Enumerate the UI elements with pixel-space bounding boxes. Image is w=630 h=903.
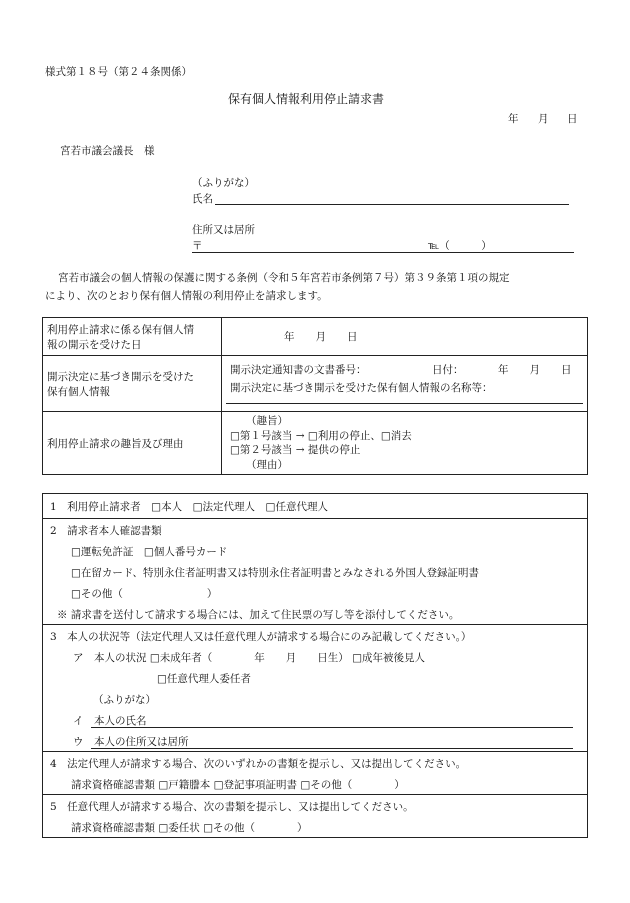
disclosure-date-field[interactable]: [222, 318, 588, 356]
purpose-option-2[interactable]: □第２号該当 → 提供の停止: [230, 444, 361, 456]
disclosed-info-label-2: 保有個人情報: [47, 385, 110, 398]
id-docs-note: ※ 請求書を送付して請求する場合には、加えて住民票の写し等を添付してください。: [57, 609, 460, 621]
purpose-reason-label-cell: [43, 412, 222, 475]
date-year-label: 年: [508, 113, 519, 125]
requester-info-table: [42, 493, 588, 838]
section-1: [43, 494, 588, 519]
purpose-reason-field[interactable]: [222, 412, 588, 475]
notice-doc-number-label: 開示決定通知書の文書番号：: [230, 364, 367, 376]
principal-name-field[interactable]: [91, 727, 573, 728]
id-docs-option-c[interactable]: □その他（ ）: [71, 588, 218, 600]
tel-label: ℡（ ）: [428, 240, 492, 252]
principal-furigana: （ふりがな）: [93, 694, 156, 706]
id-docs-option-a[interactable]: □運転免許証 □個人番号カード: [71, 546, 228, 558]
applicant-address-label: 住所又は居所: [192, 224, 255, 236]
page-title: 保有個人情報利用停止請求書: [228, 92, 385, 106]
disclosure-date-label-2: 報の開示を受けた日: [47, 338, 142, 351]
disclosure-date: 年 月 日: [284, 331, 358, 343]
postal-mark: 〒: [192, 240, 203, 252]
disclosure-date-label-1: 利用停止請求に係る保有個人情: [47, 323, 194, 336]
principal-status-a2[interactable]: □任意代理人委任者: [157, 673, 251, 685]
date-day-label: 日: [567, 113, 578, 125]
disclosed-info-name-label: 開示決定に基づき開示を受けた保有個人情報の名称等：: [230, 382, 493, 394]
applicant-name-label: 氏名: [192, 193, 213, 205]
legal-agent-docs[interactable]: 請求資格確認書類 □戸籍謄本 □登記事項証明書 □その他（ ）: [71, 779, 405, 791]
principal-address-field[interactable]: [91, 748, 573, 749]
id-docs-title: 2 請求者本人確認書類: [50, 525, 162, 537]
disclosed-info-label-1: 開示決定に基づき開示を受けた: [47, 370, 194, 383]
principal-status-title: 3 本人の状況等（法定代理人又は任意代理人が請求する場合にのみ記載してください。）: [50, 631, 472, 643]
addressee: 宮若市議会議長 様: [60, 145, 155, 157]
section-5: [43, 795, 588, 838]
disclosed-info-field[interactable]: [222, 356, 588, 412]
intro-line-1: 宮若市議会の個人情報の保護に関する条例（令和５年宮若市条例第７号）第３９条第１項の規定: [58, 272, 510, 284]
intro-line-2: により、次のとおり保有個人情報の利用停止を請求します。: [45, 290, 328, 302]
applicant-address-field[interactable]: [192, 252, 574, 253]
date-month-label: 月: [538, 113, 549, 125]
voluntary-agent-docs[interactable]: 請求資格確認書類 □委任状 □その他（ ）: [71, 822, 308, 834]
form-number: 様式第１８号（第２４条関係）: [45, 66, 192, 78]
id-docs-option-b[interactable]: □在留カード、特別永住者証明書又は特別永住者証明書とみなされる外国人登録証明書: [71, 567, 479, 579]
section-4: [43, 752, 588, 795]
applicant-name-field[interactable]: [215, 204, 569, 205]
disclosed-info-label-cell: [43, 356, 222, 412]
purpose-heading: （趣旨）: [246, 415, 288, 427]
section-3: [43, 625, 588, 752]
disclosure-date-label-cell: [43, 318, 222, 356]
reason-heading: （理由）: [246, 458, 288, 471]
purpose-reason-label: 利用停止請求の趣旨及び理由: [47, 437, 184, 450]
disclosed-info-name-line: [226, 403, 583, 404]
request-table: [42, 317, 588, 475]
legal-agent-title: 4 法定代理人が請求する場合、次のいずれかの書類を提示し、又は提出してください。: [50, 758, 467, 770]
notice-date-label: 日付：: [432, 364, 464, 376]
principal-address-label: ウ 本人の住所又は居所: [73, 736, 189, 748]
principal-name-label: イ 本人の氏名: [73, 715, 147, 727]
applicant-furigana: （ふりがな）: [192, 177, 255, 189]
purpose-option-1[interactable]: □第１号該当 → □利用の停止、□消去: [230, 429, 412, 442]
voluntary-agent-title: 5 任意代理人が請求する場合、次の書類を提示し、又は提出してください。: [50, 801, 414, 813]
notice-date: 年 月 日: [498, 364, 572, 376]
requester-type[interactable]: 1 利用停止請求者 □本人 □法定代理人 □任意代理人: [50, 501, 328, 513]
principal-status-a[interactable]: ア 本人の状況 □未成年者（ 年 月 日生） □成年被後見人: [73, 652, 426, 664]
section-2: [43, 519, 588, 625]
